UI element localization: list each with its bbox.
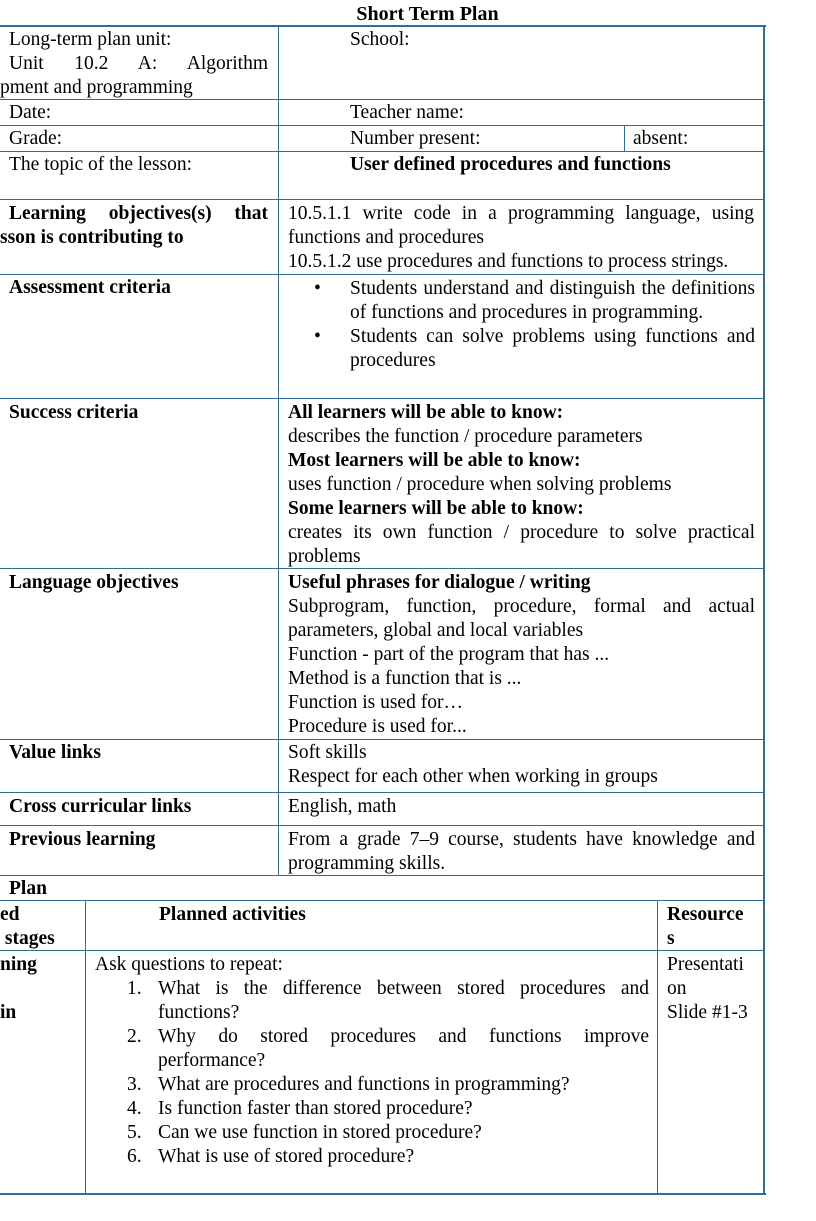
- cross-label: Cross curricular links: [9, 796, 192, 817]
- stage-name-cont: in: [0, 1002, 17, 1023]
- activity-question: 4. Is function faster than stored procedure?: [127, 1098, 473, 1119]
- school-label: School:: [350, 29, 410, 50]
- row-divider: [0, 199, 764, 200]
- present-label: Number present:: [350, 128, 481, 149]
- row-divider: [0, 125, 764, 126]
- plan-column-divider: [657, 900, 658, 1194]
- success-all-text: describes the function / procedure parameters: [288, 426, 643, 447]
- plan-col-resources-cont: s: [667, 928, 675, 949]
- cross-value: English, math: [288, 796, 397, 817]
- plan-col-activities: Planned activities: [159, 904, 306, 925]
- absent-label: absent:: [633, 128, 689, 149]
- plan-label: Plan: [9, 878, 47, 899]
- previous-line: programming skills.: [288, 853, 446, 874]
- plan-col-resources: Resource: [667, 904, 744, 925]
- stage-name: ning: [0, 954, 37, 975]
- previous-label: Previous learning: [9, 829, 156, 850]
- success-some-head: Some learners will be able to know:: [288, 498, 584, 519]
- column-divider: [278, 26, 279, 876]
- assessment-list: [280, 277, 755, 373]
- row-divider: [0, 792, 764, 793]
- language-line: Method is a function that is ...: [288, 668, 522, 689]
- ltp-unit-cont: pment and programming: [0, 77, 193, 98]
- row-divider: [0, 900, 764, 901]
- activity-question: 6. What is use of stored procedure?: [127, 1146, 415, 1167]
- topic-label: The topic of the lesson:: [9, 154, 193, 175]
- objective-item: 10.5.1.2 use procedures and functions to process strings.: [288, 251, 729, 272]
- objective-item: functions and procedures: [288, 227, 485, 248]
- teacher-label: Teacher name:: [350, 102, 464, 123]
- success-all-head: All learners will be able to know:: [288, 402, 564, 423]
- row-divider: [0, 950, 764, 951]
- table-border-top: [0, 25, 766, 27]
- success-content: [288, 401, 755, 569]
- objectives-label-cont: sson is contributing to: [0, 227, 184, 248]
- plan-col-stages: ed: [0, 904, 20, 925]
- assessment-bullet: • Students understand and distinguish the definitions of functions and procedures in programming.: [280, 277, 755, 325]
- language-label: Language objectives: [9, 572, 179, 593]
- language-head: Useful phrases for dialogue / writing: [288, 572, 591, 593]
- language-para: Subprogram, function, procedure, formal and actual parameters, global and local variables: [288, 596, 755, 641]
- row-divider: [0, 398, 764, 399]
- grade-label: Grade:: [9, 128, 63, 149]
- activity-question: 5. Can we use function in stored procedure?: [127, 1122, 482, 1143]
- activities-list: [95, 977, 649, 1169]
- value-label: Value links: [9, 742, 101, 763]
- resource-text: Presentati: [667, 954, 744, 975]
- language-content: [288, 571, 755, 739]
- value-line: Respect for each other when working in groups: [288, 766, 658, 787]
- language-line: Function - part of the program that has ...: [288, 644, 610, 665]
- row-divider: [0, 739, 764, 740]
- objective-item: 10.5.1.1 write code in a programming language, using: [288, 203, 754, 224]
- row-divider: [0, 274, 764, 275]
- resource-text: on: [667, 978, 687, 999]
- page-title: Short Term Plan: [356, 3, 499, 25]
- row-divider: [0, 825, 764, 826]
- activity-question: 1. What is the difference between stored procedures and functions?: [127, 978, 649, 1023]
- language-line: Function is used for…: [288, 692, 463, 713]
- value-line: Soft skills: [288, 742, 367, 763]
- success-most-text: uses function / procedure when solving problems: [288, 474, 672, 495]
- success-some-text: creates its own function / procedure to solve practical problems: [288, 522, 755, 567]
- previous-line: From a grade 7–9 course, students have knowledge and: [288, 829, 755, 850]
- absent-divider: [624, 125, 625, 152]
- assessment-label: Assessment criteria: [9, 277, 171, 298]
- language-line: Procedure is used for...: [288, 716, 467, 737]
- success-label: Success criteria: [9, 402, 139, 423]
- topic-value: User defined procedures and functions: [350, 154, 671, 175]
- row-divider: [0, 151, 764, 152]
- date-label: Date:: [9, 102, 52, 123]
- plan-column-divider: [85, 900, 86, 1194]
- table-border-bottom: [0, 1193, 766, 1195]
- ltp-unit: Unit 10.2 A: Algorithm: [9, 53, 268, 74]
- activity-question: 2. Why do stored procedures and functions improve performance?: [127, 1026, 649, 1071]
- success-most-head: Most learners will be able to know:: [288, 450, 581, 471]
- activity-question: 3. What are procedures and functions in programming?: [127, 1074, 570, 1095]
- objectives-label: Learning objectives(s) that: [9, 203, 268, 224]
- ltp-label: Long-term plan unit:: [9, 29, 172, 50]
- resource-text: Slide #1-3: [667, 1002, 748, 1023]
- assessment-bullet: • Students can solve problems using functions and procedures: [280, 325, 755, 373]
- plan-col-stages-cont: stages: [0, 928, 55, 949]
- table-border-right: [763, 25, 765, 1195]
- activities-intro: Ask questions to repeat:: [95, 954, 283, 975]
